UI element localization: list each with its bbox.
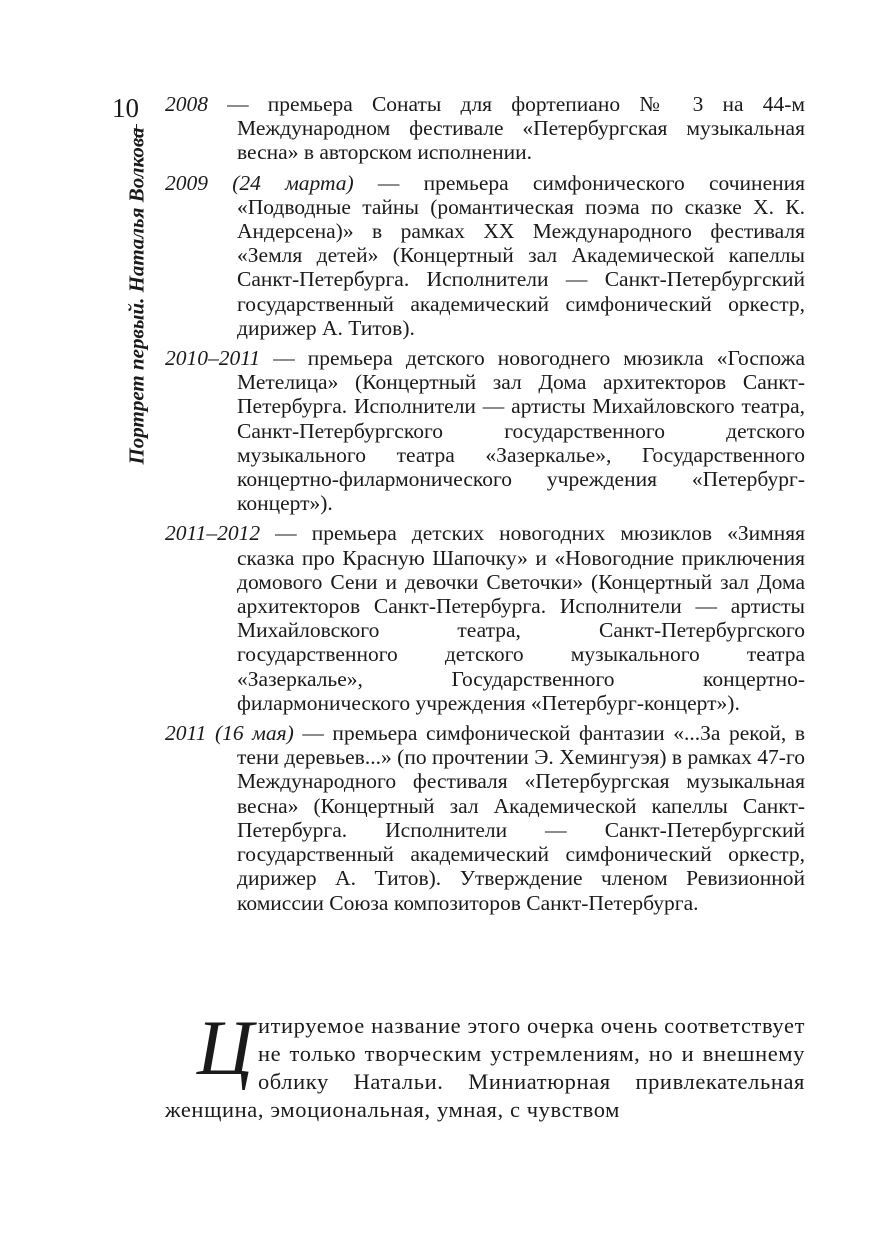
entry-date: 2011–2012	[165, 521, 261, 546]
entry-text: — премьера детских новогодних мюзиклов «Зимняя сказка про Красную Шапочку» и «Новогодние приключения домового Сени и девочки Светочки» (Концертный зал Дома архитекторов Санкт-Петербурга. Исполнители — артисты Михайловского театра, Санкт-Петербургского государственного детского музыкального театра «Зазеркалье», Государственного концертно-филармонического учреждения «Петербург-концерт»).	[237, 521, 805, 715]
entry-text: — премьера симфонической фантазии «...За рекой, в тени деревьев...» (по прочтении Э. Хемингуэя) в рамках 47-го Международного фестиваля «Петербургская музыкальная весна» (Концертный зал Академической капеллы Санкт-Петербурга. Исполнители — Санкт-Петербургский государственный академический симфонический оркестр, дирижер А. Титов). Утверждение членом Ревизионной комиссии Союза композиторов Санкт-Петербурга.	[237, 721, 805, 915]
entry-date: 2009 (24 марта)	[165, 170, 354, 195]
chronology-entry	[165, 721, 805, 915]
entry-date: 2010–2011	[165, 346, 261, 371]
running-head: Портрет первый. Наталья Волкова	[124, 127, 149, 465]
chronology-list	[165, 92, 805, 921]
page-number: 10	[112, 93, 139, 123]
chronology-entry	[165, 346, 805, 515]
essay-paragraph	[165, 1004, 806, 1124]
entry-date: 2011 (16 мая)	[165, 721, 294, 746]
entry-date: 2008	[165, 92, 208, 116]
chronology-entry	[165, 521, 805, 715]
essay-text: итируемое название этого очерка очень соответствует не только творческим устремлениям, но и внешнему облику Натальи. Миниатюрная привлекательная женщина, эмоциональная, умная, с чувством	[165, 1013, 806, 1122]
chronology-entry	[165, 171, 805, 340]
chronology-entry	[165, 92, 805, 165]
drop-cap: Ц	[197, 1004, 254, 1091]
entry-text: — премьера Сонаты для фортепиано № 3 на 44-м Международном фестивале «Петербургская музыкальная весна» в авторском исполнении.	[208, 92, 805, 165]
entry-text: — премьера симфонического сочинения «Подводные тайны (романтическая поэма по сказке Х. К. Андерсена)» в рамках XX Международного фестиваля «Земля детей» (Концертный зал Академической капеллы Санкт-Петербурга. Исполнители — Санкт-Петербургский государственный академический симфонический оркестр, дирижер А. Титов).	[237, 170, 806, 340]
entry-text: — премьера детского новогоднего мюзикла «Госпожа Метелица» (Концертный зал Дома архитекторов Санкт-Петербурга. Исполнители — артисты Михайловского театра, Санкт-Петербургского государственного детского музыкального театра «Зазеркалье», Государственного концертно-филармонического учреждения «Петербург-концерт»).	[237, 346, 805, 516]
